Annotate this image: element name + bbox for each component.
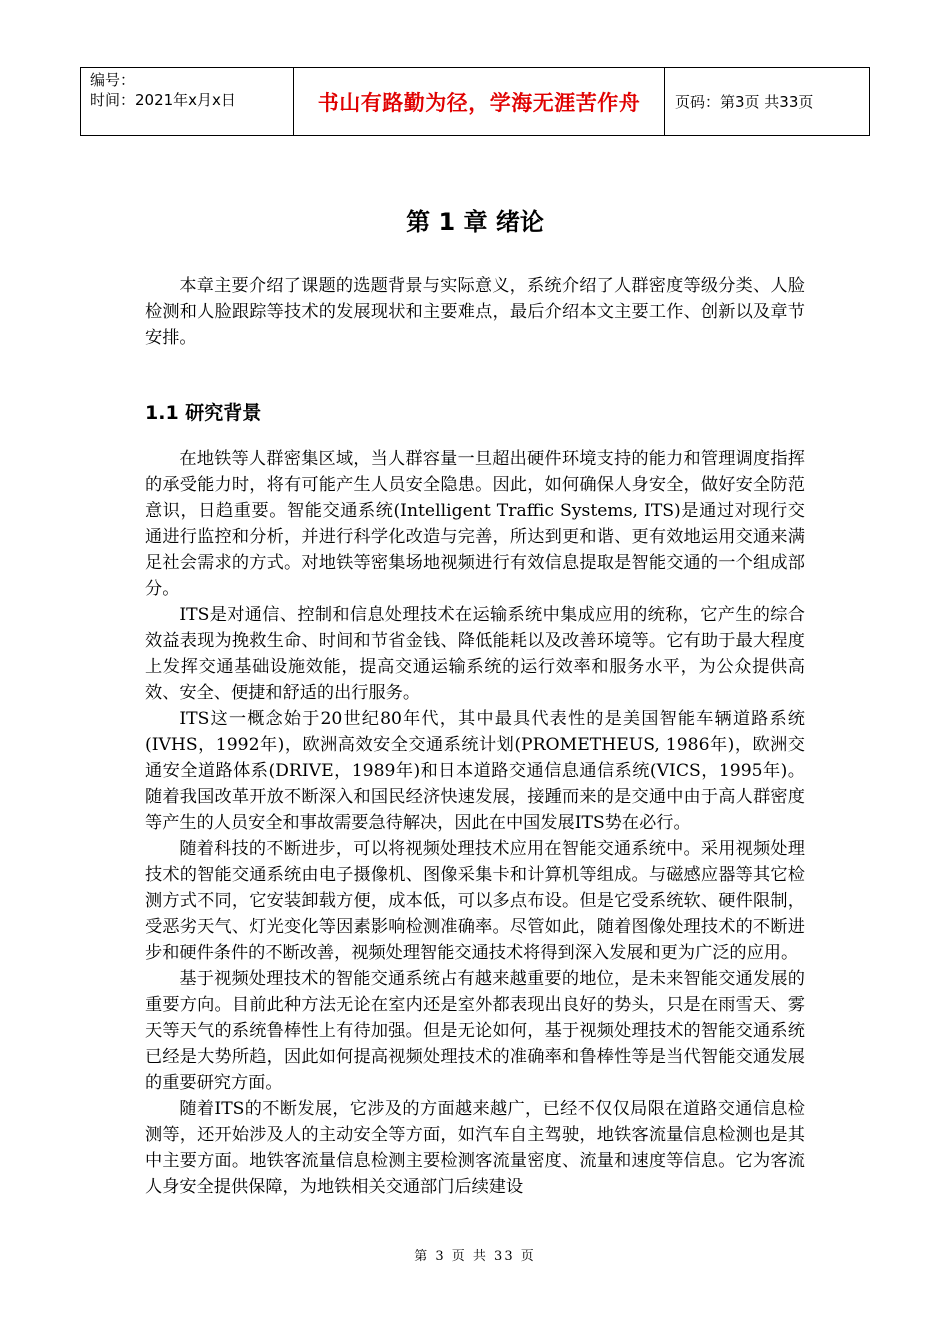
document-number-label: 编号：	[90, 71, 136, 89]
page-footer: 第 3 页 共 33 页	[414, 1249, 536, 1264]
document-date-label: 时间：2021年x月x日	[90, 91, 236, 109]
body-paragraph: 在地铁等人群密集区域，当人群容量一旦超出硬件环境支持的能力和管理调度指挥的承受能力时，将有可能产生人员安全隐患。因此，如何确保人身安全，做好安全防范意识，日趋重要。智能交通系统(Intelligent Traffic Systems, ITS)是通过对现行交通进行监控和分析，并进行科学化改造与完善，所达到更和谐、更有效地运用交通来满足社会需求的方式。对地铁等密集场地视频进行有效信息提取是智能交通的一个组成部分。	[145, 449, 805, 599]
page-header-table	[80, 67, 870, 136]
body-paragraph: 基于视频处理技术的智能交通系统占有越来越重要的地位，是未来智能交通发展的重要方向。目前此种方法无论在室内还是室外都表现出良好的势头，只是在雨雪天、雾天等天气的系统鲁棒性上有待加强。但是无论如何，基于视频处理技术的智能交通系统已经是大势所趋，因此如何提高视频处理技术的准确率和鲁棒性等是当代智能交通发展的重要研究方面。	[145, 969, 805, 1093]
header-motto: 书山有路勤为径，学海无涯苦作舟	[294, 68, 665, 136]
body-paragraph: 随着科技的不断进步，可以将视频处理技术应用在智能交通系统中。采用视频处理技术的智能交通系统由电子摄像机、图像采集卡和计算机等组成。与磁感应器等其它检测方式不同，它安装卸载方便，成本低，可以多点布设。但是它受系统软、硬件限制，受恶劣天气、灯光变化等因素影响检测准确率。尽管如此，随着图像处理技术的不断进步和硬件条件的不断改善，视频处理智能交通技术将得到深入发展和更为广泛的应用。	[145, 839, 805, 963]
header-meta-cell	[81, 68, 294, 136]
section-heading: 1.1 研究背景	[145, 402, 262, 424]
body-text	[145, 446, 805, 1246]
chapter-title: 第 1 章 绪论	[406, 208, 544, 236]
body-paragraph: ITS是对通信、控制和信息处理技术在运输系统中集成应用的统称，它产生的综合效益表现为挽救生命、时间和节省金钱、降低能耗以及改善环境等。它有助于最大程度上发挥交通基础设施效能，提高交通运输系统的运行效率和服务水平，为公众提供高效、安全、便捷和舒适的出行服务。	[145, 605, 805, 703]
body-paragraph: ITS这一概念始于20世纪80年代，其中最具代表性的是美国智能车辆道路系统(IVHS，1992年)，欧洲高效安全交通系统计划(PROMETHEUS, 1986年)，欧洲交通安全道路体系(DRIVE，1989年)和日本道路交通信息通信系统(VICS，1995年)。随着我国改革开放不断深入和国民经济快速发展，接踵而来的是交通中由于高人群密度等产生的人员安全和事故需要急待解决，因此在中国发展ITS势在必行。	[145, 709, 805, 833]
body-paragraph: 随着ITS的不断发展，它涉及的方面越来越广，已经不仅仅局限在道路交通信息检测等，还开始涉及人的主动安全等方面，如汽车自主驾驶，地铁客流量信息检测也是其中主要方面。地铁客流量信息检测主要检测客流量密度、流量和速度等信息。它为客流人身安全提供保障，为地铁相关交通部门后续建设	[145, 1099, 805, 1197]
intro-block	[145, 273, 805, 351]
header-page-info: 页码：第3页 共33页	[665, 68, 870, 136]
intro-paragraph: 本章主要介绍了课题的选题背景与实际意义，系统介绍了人群密度等级分类、人脸检测和人脸跟踪等技术的发展现状和主要难点，最后介绍本文主要工作、创新以及章节安排。	[145, 276, 805, 348]
